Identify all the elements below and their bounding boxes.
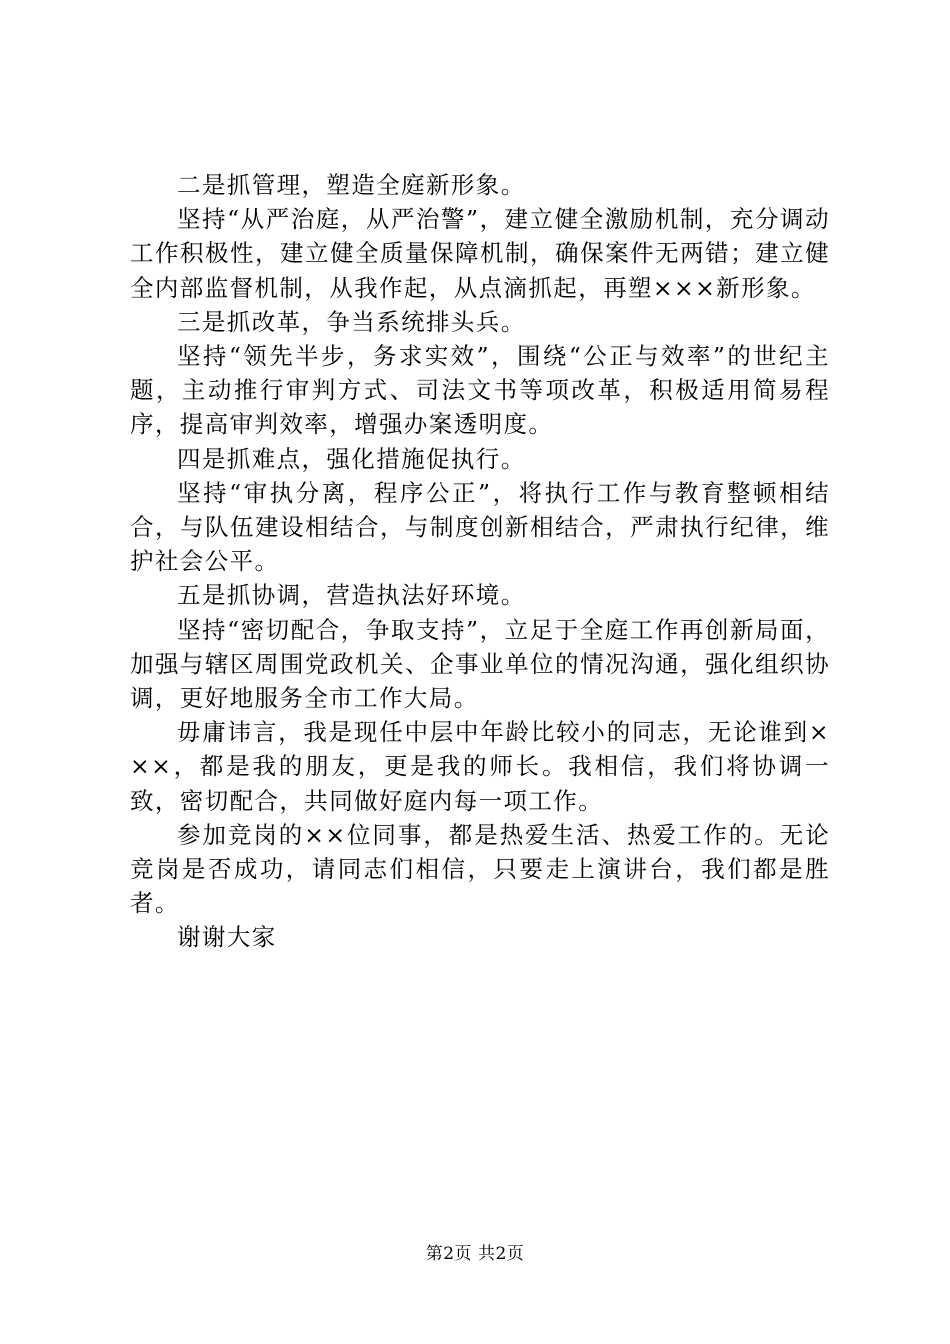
paragraph: 坚持“从严治庭，从严治警”，建立健全激励机制，充分调动工作积极性，建立健全质量保障机制，确保案件无两错；建立健全内部监督机制，从我作起，从点滴抓起，再塑×××新形象。 [130,205,830,302]
closing-line: 谢谢大家 [177,923,277,952]
document-body [130,168,830,955]
paragraph-heading-3: 三是抓改革，争当系统排头兵。 [177,307,526,336]
paragraph: 坚持“密切配合，争取支持”，立足于全庭工作再创新局面，加强与辖区周围党政机关、企事业单位的情况沟通，强化组织协调，更好地服务全市工作大局。 [130,615,830,713]
paragraph: 毋庸讳言，我是现任中层中年龄比较小的同志，无论谁到×××，都是我的朋友，更是我的师长。我相信，我们将协调一致，密切配合，共同做好庭内每一项工作。 [130,718,830,815]
page-footer [0,1243,950,1265]
paragraph: 参加竞岗的××位同事，都是热爱生活、热爱工作的。无论竞岗是否成功，请同志们相信，只要走上演讲台，我们都是胜者。 [130,820,830,918]
paragraph: 坚持“审执分离，程序公正”，将执行工作与教育整顿相结合，与队伍建设相结合，与制度创新相结合，严肃执行纪律，维护社会公平。 [130,478,830,576]
page-number-label: 第2页 共2页 [425,1244,525,1264]
paragraph-heading-4: 四是抓难点，强化措施促执行。 [177,444,526,473]
paragraph-heading-2: 二是抓管理，塑造全庭新形象。 [177,171,526,199]
paragraph: 坚持“领先半步，务求实效”，围绕“公正与效率”的世纪主题，主动推行审判方式、司法文书等项改革，积极适用简易程序，提高审判效率，增强办案透明度。 [130,342,830,439]
paragraph-heading-5: 五是抓协调，营造执法好环境。 [177,581,526,610]
